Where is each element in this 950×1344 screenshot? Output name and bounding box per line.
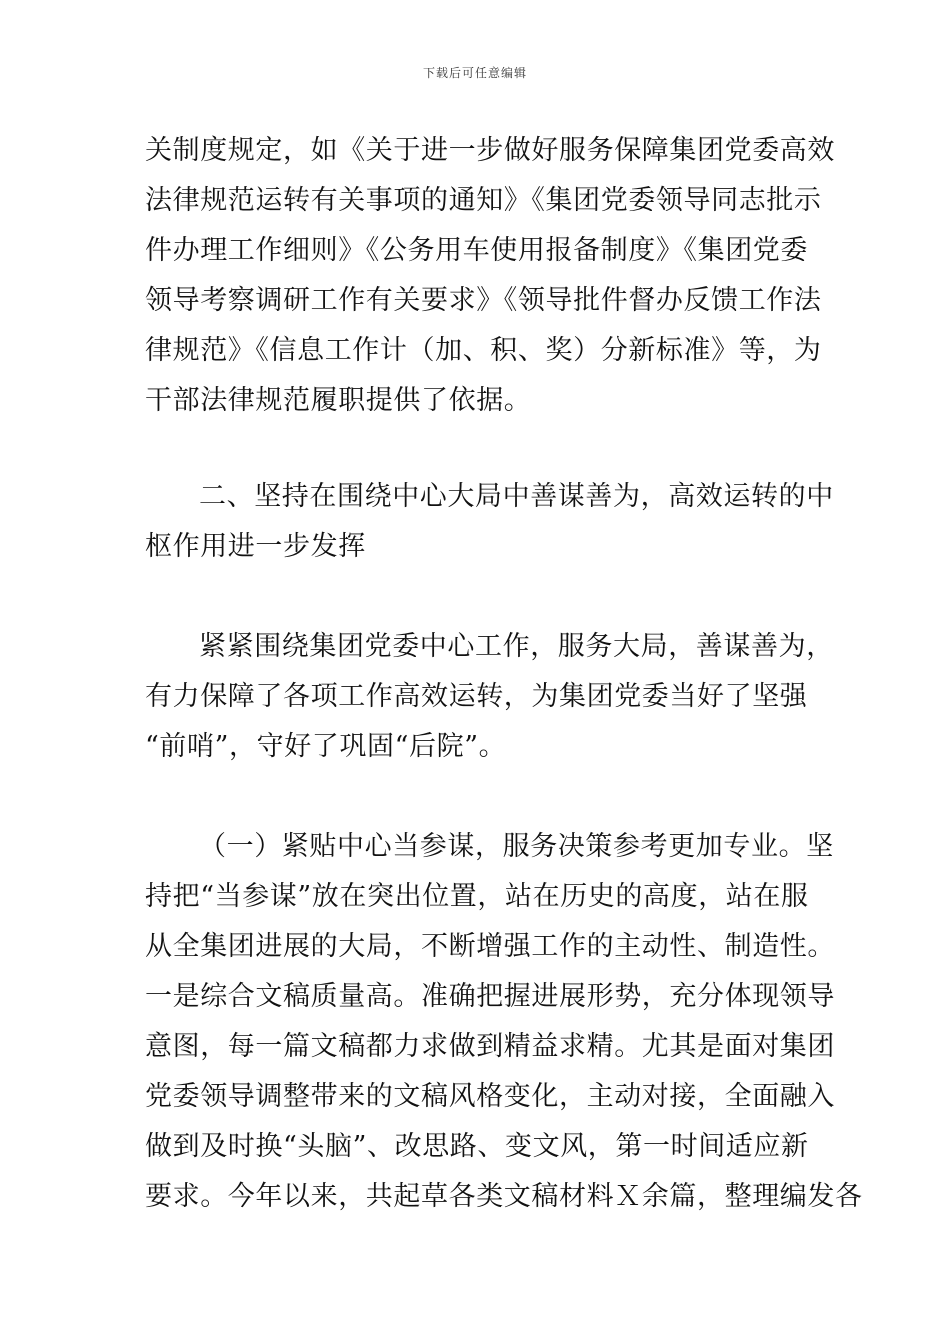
paragraph3-line-8: 要求。今年以来，共起草各类文稿材料Ｘ余篇，整理编发各	[145, 1181, 863, 1212]
paragraph3-line-7: 做到及时换“头脑”、改思路、变文风，第一时间适应新	[145, 1131, 809, 1162]
section-heading-line-1: 二、坚持在围绕中心大局中善谋善为，高效运转的中	[199, 481, 834, 512]
paragraph3-line-3: 从全集团进展的大局，不断增强工作的主动性、制造性。	[145, 931, 835, 962]
paragraph2-line-3: “前哨”，守好了巩固“后院”。	[145, 731, 507, 762]
paragraph3-line-6: 党委领导调整带来的文稿风格变化，主动对接，全面融入	[145, 1081, 835, 1112]
paragraph1-line-3: 件办理工作细则》《公务用车使用报备制度》《集团党委	[145, 235, 808, 266]
paragraph1-line-1: 关制度规定，如《关于进一步做好服务保障集团党委高效	[145, 135, 835, 166]
paragraph1-line-6: 干部法律规范履职提供了依据。	[145, 385, 532, 416]
paragraph3-line-4: 一是综合文稿质量高。准确把握进展形势，充分体现领导	[145, 981, 835, 1012]
paragraph3-line-5: 意图，每一篇文稿都力求做到精益求精。尤其是面对集团	[145, 1031, 835, 1062]
paragraph1-line-5: 律规范》《信息工作计（加、积、奖）分新标准》等，为	[145, 335, 822, 366]
paragraph1-line-4: 领导考察调研工作有关要求》《领导批件督办反馈工作法	[145, 285, 822, 316]
paragraph1-line-2: 法律规范运转有关事项的通知》《集团党委领导同志批示	[145, 185, 822, 216]
section-heading-line-2: 枢作用进一步发挥	[145, 531, 366, 562]
paragraph3-line-2: 持把“当参谋”放在突出位置，站在历史的高度，站在服	[145, 881, 809, 912]
paragraph3-line-1: （一）紧贴中心当参谋，服务决策参考更加专业。坚	[199, 831, 834, 862]
header-note: 下载后可任意编辑	[422, 66, 527, 80]
paragraph2-line-1: 紧紧围绕集团党委中心工作，服务大局，善谋善为，	[199, 631, 834, 662]
paragraph2-line-2: 有力保障了各项工作高效运转，为集团党委当好了坚强	[145, 681, 808, 712]
